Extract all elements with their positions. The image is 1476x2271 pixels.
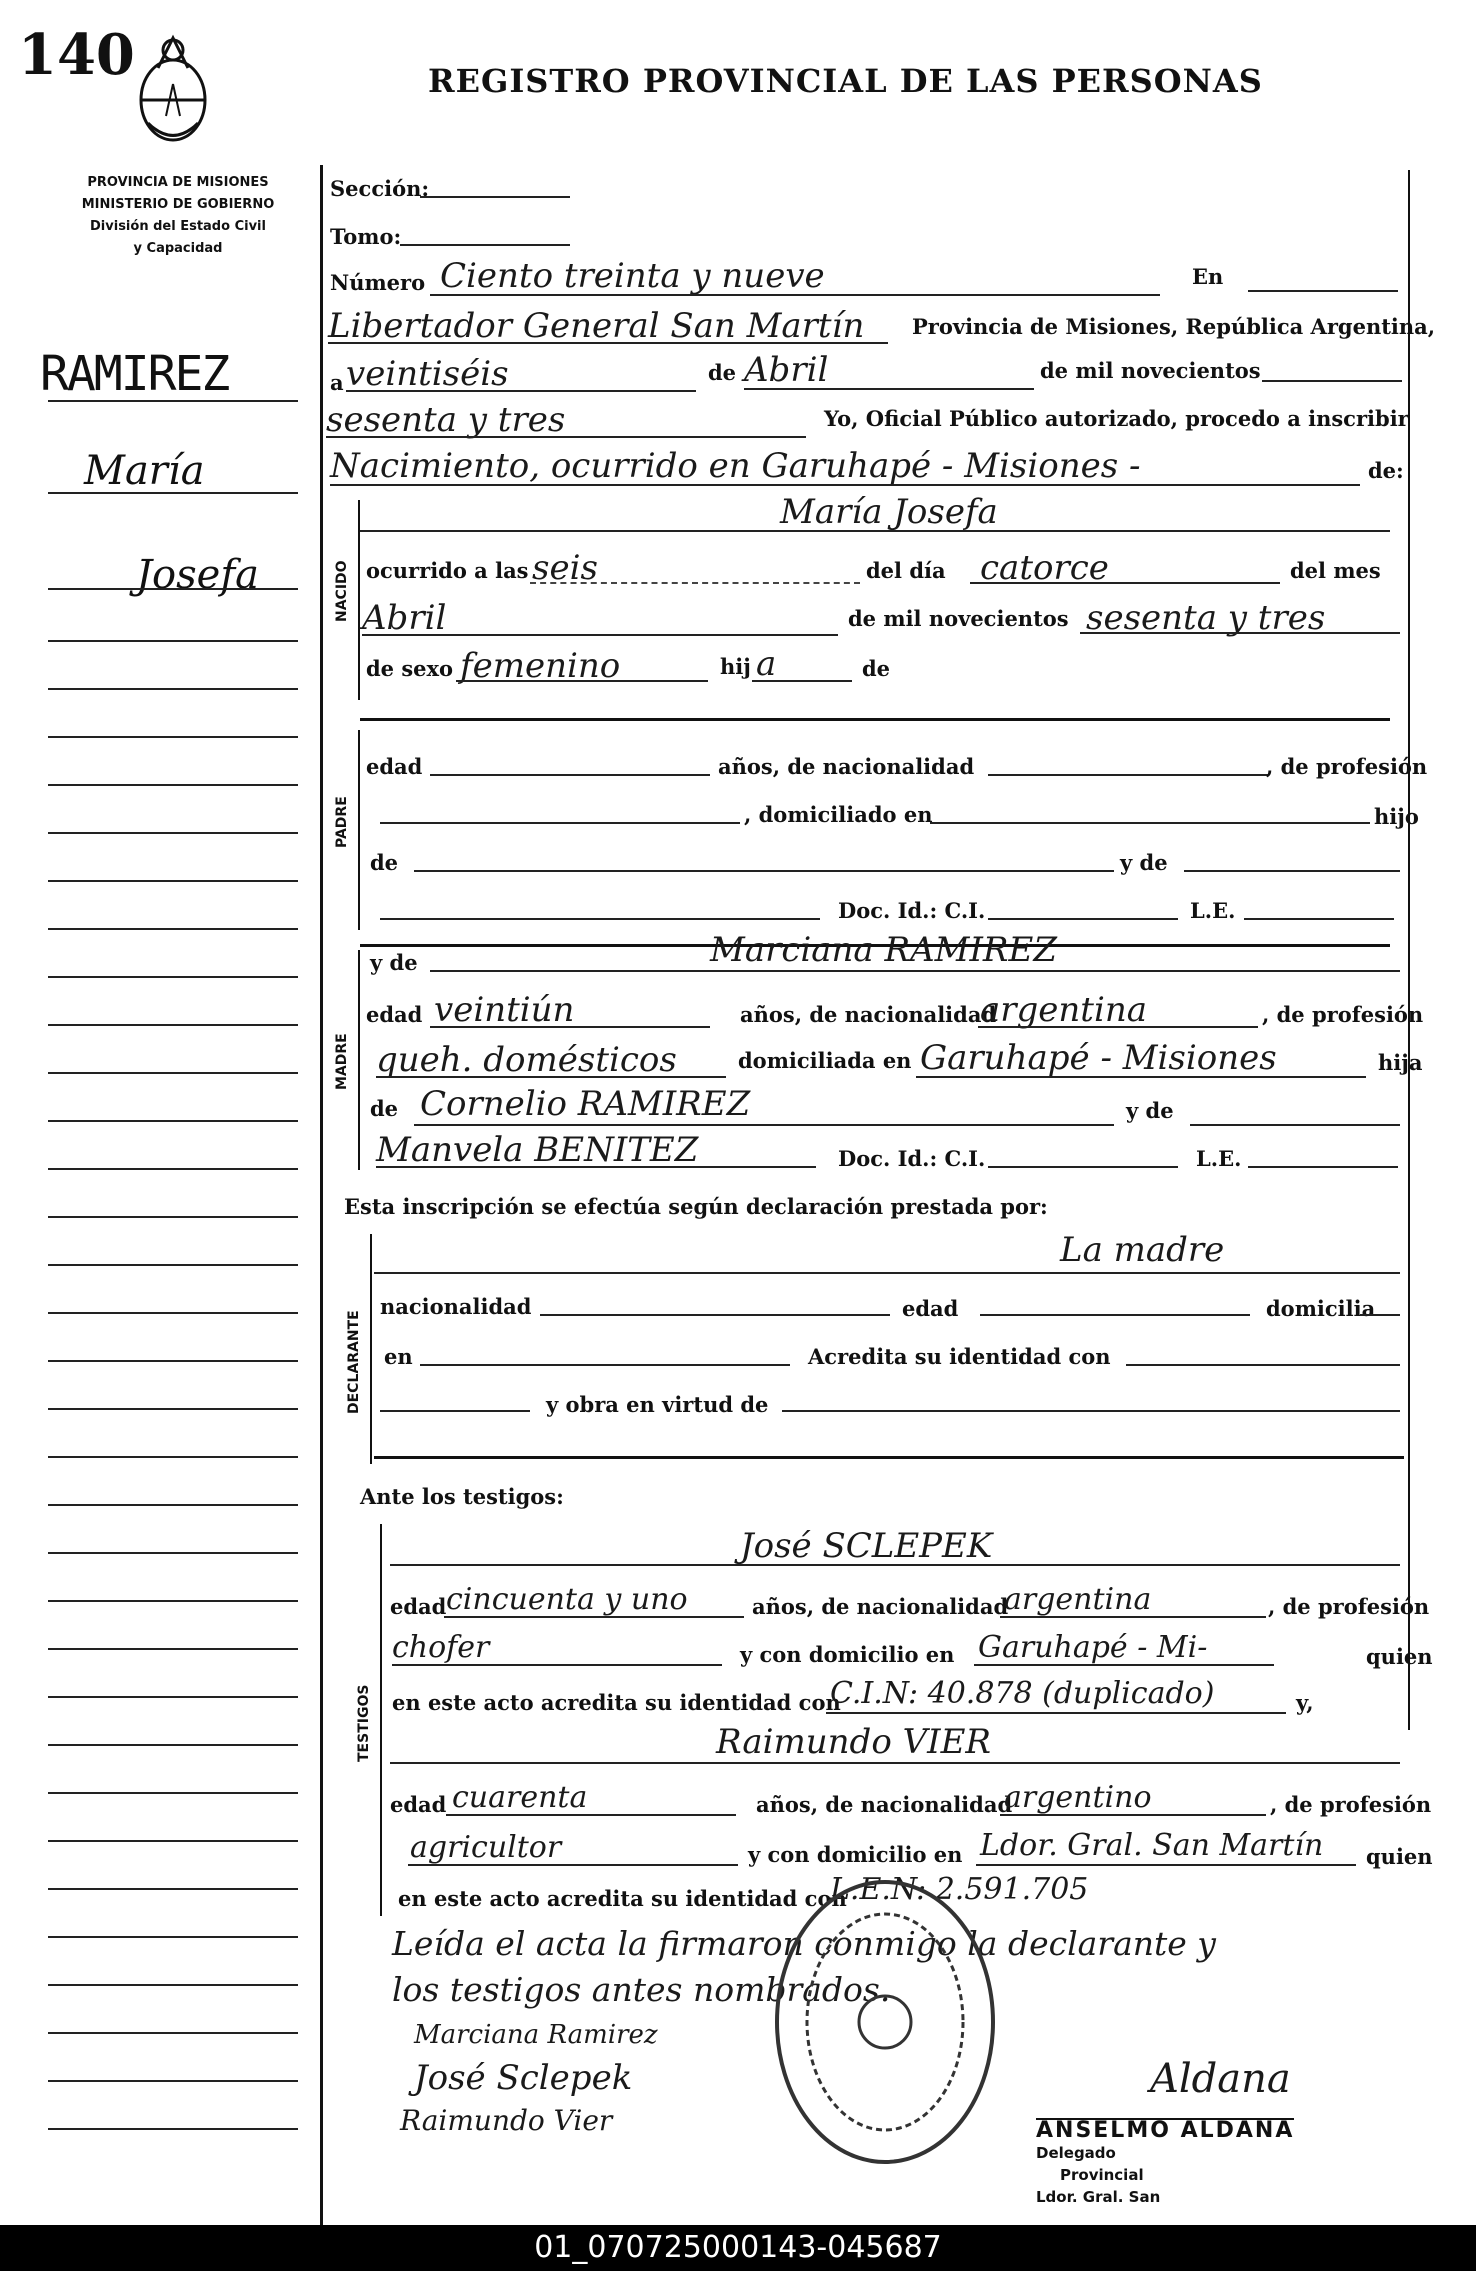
value-cierre-1: Leída el acta la firmaron conmigo la declarante y bbox=[392, 1924, 1216, 1963]
value-dia-nac: catorce bbox=[980, 548, 1109, 588]
value-madre-prof: queh. domésticos bbox=[376, 1040, 677, 1080]
label-decl-acredita: Acredita su identidad con bbox=[808, 1344, 1111, 1369]
coat-of-arms-icon bbox=[128, 28, 218, 162]
issuer-line-2: MINISTERIO DE GOBIERNO bbox=[81, 197, 275, 212]
side-surname: RAMIREZ bbox=[40, 346, 229, 402]
label-hij: hij bbox=[720, 654, 751, 679]
label-del-mes: del mes bbox=[1290, 558, 1381, 583]
label-t2-edad: edad bbox=[390, 1792, 447, 1817]
value-t2-dom: Ldor. Gral. San Martín bbox=[980, 1828, 1324, 1863]
value-abuelo: Cornelio RAMIREZ bbox=[420, 1084, 751, 1124]
official-line-2: Provincial bbox=[1060, 2166, 1144, 2184]
label-a: a bbox=[330, 370, 344, 395]
issuer-line-1: PROVINCIA DE MISIONES bbox=[87, 175, 269, 190]
label-padre-edad: edad bbox=[366, 754, 423, 779]
label-decl-nacionalidad: nacionalidad bbox=[380, 1294, 532, 1319]
value-numero: Ciento treinta y nueve bbox=[440, 256, 825, 296]
value-sexo: femenino bbox=[460, 646, 621, 686]
label-madre-edad: edad bbox=[366, 1002, 423, 1027]
label-inscripcion: Esta inscripción se efectúa según declaración prestada por: bbox=[344, 1194, 1048, 1219]
label-madre-anos-nac: años, de nacionalidad bbox=[740, 1002, 997, 1027]
official-line-1: Delegado bbox=[1036, 2144, 1116, 2162]
label-madre-de: de bbox=[370, 1096, 399, 1121]
main-frame-right bbox=[1408, 170, 1410, 1730]
label-seccion: Sección: bbox=[330, 176, 430, 201]
value-cierre-2: los testigos antes nombrados. bbox=[392, 1970, 891, 2009]
label-padre-anos-nac: años, de nacionalidad bbox=[718, 754, 975, 779]
value-madre-nombre: Marciana RAMIREZ bbox=[710, 930, 1057, 970]
issuer-line-3: División del Estado Civil bbox=[90, 219, 266, 234]
label-decl-en: en bbox=[384, 1344, 413, 1369]
value-t2-doc: L.E.N: 2.591.705 bbox=[830, 1872, 1089, 1907]
document-id-footer: 01_070725000143-045687 bbox=[0, 2225, 1476, 2271]
main-frame-left bbox=[320, 165, 323, 2225]
label-t2-con-domicilio: y con domicilio en bbox=[748, 1842, 963, 1867]
section-madre: MADRE bbox=[334, 1033, 350, 1090]
value-madre-nac: argentina bbox=[980, 990, 1148, 1030]
label-t1-en-este-acto: en este acto acredita su identidad con bbox=[392, 1690, 841, 1715]
signature-oficial: Aldana bbox=[1150, 2056, 1291, 2102]
label-padre-doc: Doc. Id.: C.I. bbox=[838, 898, 986, 923]
label-t1-con-domicilio: y con domicilio en bbox=[740, 1642, 955, 1667]
section-declarante: DECLARANTE bbox=[346, 1310, 362, 1414]
label-t1-quien: quien bbox=[1366, 1644, 1433, 1669]
section-padre: PADRE bbox=[334, 796, 350, 848]
label-t2-profesion: , de profesión bbox=[1270, 1792, 1432, 1817]
label-de-mil-novecientos: de mil novecientos bbox=[848, 606, 1069, 631]
label-yo-oficial: Yo, Oficial Público autorizado, procedo a inscribir bbox=[824, 406, 1409, 431]
label-padre-y-de: y de bbox=[1120, 850, 1168, 875]
value-anio-nac: sesenta y tres bbox=[1086, 598, 1326, 638]
document-title: REGISTRO PROVINCIAL DE LAS PERSONAS bbox=[428, 62, 1263, 100]
label-padre-profesion: , de profesión bbox=[1266, 754, 1428, 779]
label-t2-en-este-acto: en este acto acredita su identidad con bbox=[398, 1886, 847, 1911]
signature-testigo1: José Sclepek bbox=[414, 2058, 633, 2098]
value-t2-nac: argentino bbox=[1004, 1780, 1152, 1815]
value-madre-dom: Garuhapé - Misiones bbox=[920, 1038, 1277, 1078]
value-t1-edad: cincuenta y uno bbox=[446, 1582, 688, 1617]
value-abuela: Manvela BENITEZ bbox=[376, 1130, 699, 1170]
value-t1-dom: Garuhapé - Mi- bbox=[978, 1630, 1208, 1665]
label-madre-le: L.E. bbox=[1196, 1146, 1242, 1171]
value-localidad: Libertador General San Martín bbox=[328, 306, 865, 346]
label-mil-novecientos: de mil novecientos bbox=[1040, 358, 1261, 383]
label-provincia: Provincia de Misiones, República Argentina, bbox=[912, 314, 1436, 339]
issuer-block bbox=[48, 172, 308, 260]
label-t1-edad: edad bbox=[390, 1594, 447, 1619]
official-line-3: Ldor. Gral. San bbox=[1036, 2188, 1161, 2206]
value-mes-nac: Abril bbox=[362, 598, 447, 638]
value-madre-edad: veintiún bbox=[434, 990, 575, 1030]
label-madre-y-de: y de bbox=[370, 950, 418, 975]
value-t1-doc: C.I.N: 40.878 (duplicado) bbox=[830, 1676, 1215, 1711]
side-first-name: María bbox=[84, 448, 205, 494]
label-en: En bbox=[1192, 264, 1224, 289]
value-mes: Abril bbox=[744, 350, 829, 390]
value-hora: seis bbox=[532, 548, 598, 588]
label-decl-domicilia: domicilia bbox=[1266, 1296, 1376, 1321]
label-padre-domiciliado: , domiciliado en bbox=[744, 802, 933, 827]
value-hij-suffix: a bbox=[756, 644, 777, 684]
label-t2-anos-nac: años, de nacionalidad bbox=[756, 1792, 1013, 1817]
value-testigo2: Raimundo VIER bbox=[716, 1722, 992, 1762]
label-padre-hijo: hijo bbox=[1374, 804, 1419, 829]
value-t1-prof: chofer bbox=[392, 1630, 490, 1665]
label-del-dia: del día bbox=[866, 558, 946, 583]
value-nombre: María Josefa bbox=[780, 492, 998, 532]
label-decl-edad: edad bbox=[902, 1296, 959, 1321]
value-t1-nac: argentina bbox=[1004, 1582, 1152, 1617]
label-padre-de: de bbox=[370, 850, 399, 875]
official-stamp bbox=[1036, 2118, 1294, 2208]
label-madre-doc: Doc. Id.: C.I. bbox=[838, 1146, 986, 1171]
value-t2-edad: cuarenta bbox=[452, 1780, 588, 1815]
label-tomo: Tomo: bbox=[330, 224, 402, 249]
label-madre-hija: hija bbox=[1378, 1050, 1423, 1075]
label-de-sexo: de sexo bbox=[366, 656, 454, 681]
side-second-name: Josefa bbox=[136, 552, 259, 598]
value-evento: Nacimiento, ocurrido en Garuhapé - Misiones - bbox=[330, 446, 1141, 486]
label-madre-y-de2: y de bbox=[1126, 1098, 1174, 1123]
label-ocurrido: ocurrido a las bbox=[366, 558, 529, 583]
label-madre-domiciliada: domiciliada en bbox=[738, 1048, 912, 1073]
section-testigos: TESTIGOS bbox=[356, 1684, 372, 1762]
label-t1-profesion: , de profesión bbox=[1268, 1594, 1430, 1619]
value-testigo1: José SCLEPEK bbox=[740, 1526, 993, 1566]
label-t1-anos-nac: años, de nacionalidad bbox=[752, 1594, 1009, 1619]
value-dia: veintiséis bbox=[346, 354, 509, 394]
official-seal-icon bbox=[770, 1872, 1000, 2176]
label-de-colon: de: bbox=[1368, 458, 1404, 483]
signature-madre: Marciana Ramirez bbox=[414, 2020, 658, 2050]
issuer-line-4: y Capacidad bbox=[133, 241, 223, 256]
label-ante-testigos: Ante los testigos: bbox=[360, 1484, 564, 1509]
page-number: 140 bbox=[18, 22, 135, 88]
signature-testigo2: Raimundo Vier bbox=[400, 2104, 613, 2137]
value-anio: sesenta y tres bbox=[326, 400, 566, 440]
value-t2-prof: agricultor bbox=[410, 1830, 562, 1865]
label-madre-profesion: , de profesión bbox=[1262, 1002, 1424, 1027]
label-de: de bbox=[708, 360, 737, 385]
label-t1-y: y, bbox=[1296, 1690, 1314, 1715]
label-padre-le: L.E. bbox=[1190, 898, 1236, 923]
label-hij-de: de bbox=[862, 656, 891, 681]
label-decl-obra: y obra en virtud de bbox=[546, 1392, 769, 1417]
official-name: ANSELMO ALDANA bbox=[1036, 2118, 1295, 2143]
label-t2-quien: quien bbox=[1366, 1844, 1433, 1869]
value-declarante: La madre bbox=[1060, 1230, 1225, 1270]
label-numero: Número bbox=[330, 270, 426, 295]
section-nacido: NACIDO bbox=[334, 560, 350, 622]
